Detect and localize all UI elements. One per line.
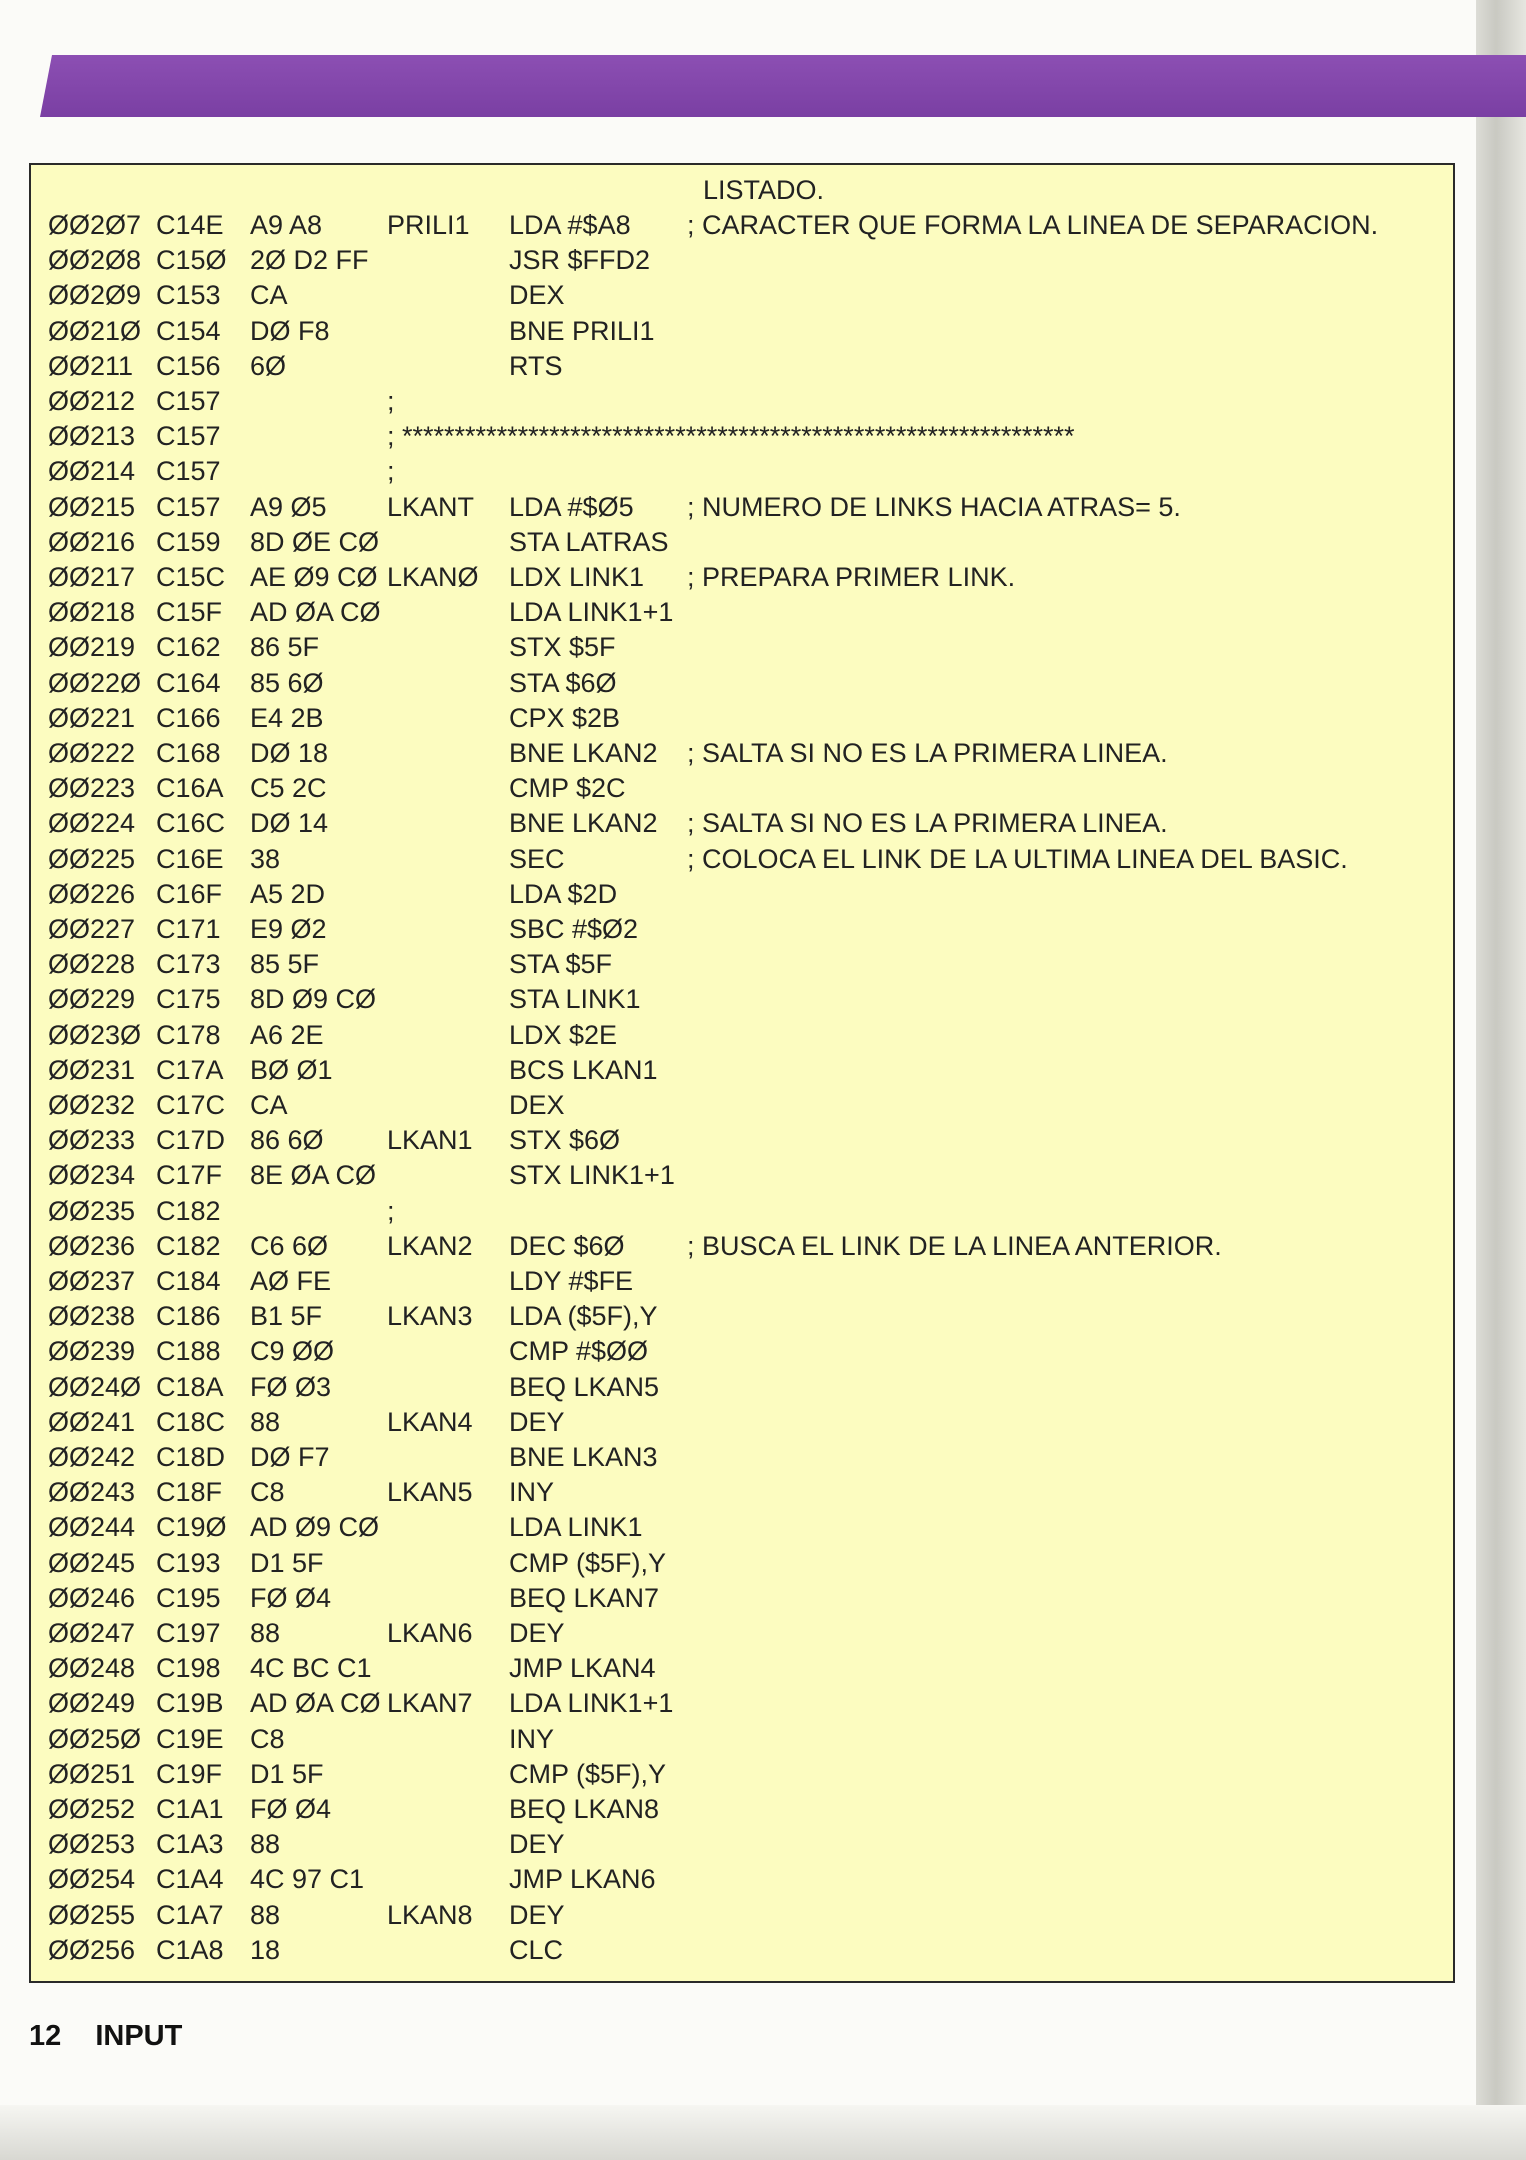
line-num: ØØ224 xyxy=(48,808,136,839)
line-addr: C164 xyxy=(156,667,221,698)
line-instr: STA LATRAS xyxy=(509,526,669,557)
line-addr: C1A1 xyxy=(156,1794,224,1824)
line-addr: C17A xyxy=(156,1054,224,1085)
line-addr: C17D xyxy=(156,1125,226,1156)
line-num: ØØ238 xyxy=(48,1301,136,1332)
listing-line xyxy=(31,1158,1453,1193)
line-instr: SBC #$Ø2 xyxy=(509,914,639,944)
line-addr: C19E xyxy=(156,1723,224,1754)
line-label: LKAN2 xyxy=(387,1230,473,1261)
line-addr: C154 xyxy=(156,315,221,346)
line-label: ; xyxy=(387,1195,395,1226)
line-num: ØØ239 xyxy=(48,1336,136,1367)
listing-line xyxy=(31,1053,1453,1088)
listing-line xyxy=(31,630,1453,665)
line-instr: BEQ LKAN8 xyxy=(509,1794,660,1824)
line-num: ØØ223 xyxy=(48,773,136,804)
listing-line xyxy=(31,1510,1453,1545)
listing-line xyxy=(31,1370,1453,1405)
page-edge xyxy=(1476,0,1526,2160)
listing-line xyxy=(31,771,1453,806)
line-code: A9 A8 xyxy=(250,210,323,240)
line-instr: INY xyxy=(509,1723,555,1754)
line-addr: C1A7 xyxy=(156,1899,224,1930)
line-num: ØØ214 xyxy=(48,456,136,487)
line-num: ØØ24Ø xyxy=(48,1371,142,1402)
line-code: AD ØA CØ xyxy=(250,597,381,628)
line-code: BØ Ø1 xyxy=(250,1054,333,1085)
line-instr: CPX $2B xyxy=(509,702,621,733)
line-num: ØØ256 xyxy=(48,1934,136,1965)
line-num: ØØ231 xyxy=(48,1054,136,1085)
line-code: AD ØA CØ xyxy=(250,1688,381,1719)
line-instr: STA LINK1 xyxy=(509,984,641,1015)
line-comment: ; NUMERO DE LINKS HACIA ATRAS= 5. xyxy=(687,491,1181,522)
page-footer xyxy=(29,2020,182,2053)
line-addr: C16E xyxy=(156,843,224,874)
line-addr: C182 xyxy=(156,1230,221,1261)
listing-line xyxy=(31,525,1453,560)
listing-line xyxy=(31,490,1453,525)
listing-line xyxy=(31,1686,1453,1721)
listing-line xyxy=(31,595,1453,630)
line-instr: DEY xyxy=(509,1618,565,1648)
line-label: LKAN4 xyxy=(387,1406,473,1437)
line-instr: LDA LINK1 xyxy=(509,1512,643,1543)
listing-line xyxy=(31,1616,1453,1651)
line-instr: CMP $2C xyxy=(509,773,626,804)
line-addr: C195 xyxy=(156,1582,221,1613)
line-instr: BEQ LKAN7 xyxy=(509,1582,660,1613)
line-code: DØ F8 xyxy=(250,315,330,346)
line-addr: C15Ø xyxy=(156,245,227,276)
line-code: FØ Ø4 xyxy=(250,1582,332,1613)
line-label: LKANØ xyxy=(387,562,479,592)
line-num: ØØ248 xyxy=(48,1653,136,1684)
line-instr: JMP LKAN4 xyxy=(509,1653,656,1684)
line-addr: C18C xyxy=(156,1406,226,1437)
line-instr: BCS LKAN1 xyxy=(509,1054,658,1085)
line-num: ØØ237 xyxy=(48,1266,136,1296)
line-addr: C157 xyxy=(156,421,221,452)
listing-line xyxy=(31,1757,1453,1792)
line-num: ØØ212 xyxy=(48,386,136,416)
listing-line xyxy=(31,947,1453,982)
line-num: ØØ22Ø xyxy=(48,667,142,698)
line-addr: C182 xyxy=(156,1195,221,1226)
line-num: ØØ222 xyxy=(48,738,136,768)
line-num: ØØ2Ø7 xyxy=(48,210,142,240)
line-addr: C178 xyxy=(156,1019,221,1050)
listing-line xyxy=(31,1299,1453,1334)
line-num: ØØ234 xyxy=(48,1160,136,1191)
listing-line xyxy=(31,1827,1453,1862)
listing-line xyxy=(31,701,1453,736)
line-instr: CMP #$ØØ xyxy=(509,1336,649,1367)
line-code: DØ 14 xyxy=(250,808,329,839)
listing-line xyxy=(31,1018,1453,1053)
line-code: 88 xyxy=(250,1829,281,1860)
line-code: 2Ø D2 FF xyxy=(250,245,369,276)
line-label: LKANT xyxy=(387,491,475,522)
line-code: CA xyxy=(250,280,288,311)
line-code: C8 xyxy=(250,1477,285,1508)
line-num: ØØ2Ø8 xyxy=(48,245,142,276)
line-addr: C15F xyxy=(156,597,223,628)
line-num: ØØ245 xyxy=(48,1547,136,1578)
line-instr: INY xyxy=(509,1477,555,1508)
line-addr: C157 xyxy=(156,456,221,487)
line-label: LKAN3 xyxy=(387,1301,473,1332)
line-code: B1 5F xyxy=(250,1301,323,1332)
line-instr: STX $5F xyxy=(509,632,616,663)
line-code: 86 5F xyxy=(250,632,320,663)
line-num: ØØ23Ø xyxy=(48,1019,142,1050)
listing-line xyxy=(31,912,1453,947)
line-code: 86 6Ø xyxy=(250,1125,324,1156)
line-addr: C16F xyxy=(156,878,223,909)
line-label: PRILI1 xyxy=(387,210,470,240)
line-code: AØ FE xyxy=(250,1266,332,1296)
listing-line xyxy=(31,736,1453,771)
line-code: 4C 97 C1 xyxy=(250,1864,365,1895)
line-addr: C1A4 xyxy=(156,1864,224,1895)
line-instr: LDA LINK1+1 xyxy=(509,1688,674,1719)
line-code: E9 Ø2 xyxy=(250,914,327,944)
listing-line xyxy=(31,349,1453,384)
line-addr: C175 xyxy=(156,984,221,1015)
line-addr: C17C xyxy=(156,1090,226,1120)
line-instr: LDA $2D xyxy=(509,878,618,909)
line-num: ØØ232 xyxy=(48,1090,136,1120)
line-num: ØØ247 xyxy=(48,1618,136,1648)
line-addr: C1A8 xyxy=(156,1934,224,1965)
line-num: ØØ243 xyxy=(48,1477,136,1508)
listing-line xyxy=(31,243,1453,278)
listing-line xyxy=(31,1898,1453,1933)
line-num: ØØ218 xyxy=(48,597,136,628)
line-addr: C184 xyxy=(156,1266,221,1296)
code-listing xyxy=(29,163,1455,1983)
line-num: ØØ228 xyxy=(48,949,136,980)
line-addr: C156 xyxy=(156,350,221,381)
line-addr: C19B xyxy=(156,1688,224,1719)
line-instr: BEQ LKAN5 xyxy=(509,1371,660,1402)
line-label: LKAN6 xyxy=(387,1618,473,1648)
line-num: ØØ241 xyxy=(48,1406,136,1437)
line-addr: C186 xyxy=(156,1301,221,1332)
line-code: E4 2B xyxy=(250,702,324,733)
line-instr: STA $5F xyxy=(509,949,613,980)
listing-line xyxy=(31,982,1453,1017)
line-label: LKAN8 xyxy=(387,1899,473,1930)
line-instr: LDX $2E xyxy=(509,1019,618,1050)
line-num: ØØ236 xyxy=(48,1230,136,1261)
listing-line xyxy=(31,877,1453,912)
line-instr: JMP LKAN6 xyxy=(509,1864,656,1895)
listing-line xyxy=(31,419,1453,454)
listing-line xyxy=(31,1229,1453,1264)
line-addr: C18F xyxy=(156,1477,223,1508)
line-code: C9 ØØ xyxy=(250,1336,335,1367)
line-num: ØØ227 xyxy=(48,914,136,944)
listing-line xyxy=(31,806,1453,841)
line-addr: C19Ø xyxy=(156,1512,227,1543)
magazine-name: INPUT xyxy=(95,2020,183,2052)
listing-line xyxy=(31,1581,1453,1616)
line-addr: C1A3 xyxy=(156,1829,224,1860)
line-num: ØØ21Ø xyxy=(48,315,142,346)
page-number: 12 xyxy=(29,2020,62,2052)
line-code: C8 xyxy=(250,1723,285,1754)
line-comment: ; CARACTER QUE FORMA LA LINEA DE SEPARACION. xyxy=(687,210,1379,240)
listing-line xyxy=(31,208,1453,243)
line-code: CA xyxy=(250,1090,288,1120)
line-instr: CLC xyxy=(509,1934,564,1965)
line-num: ØØ246 xyxy=(48,1582,136,1613)
line-instr: RTS xyxy=(509,350,563,381)
line-num: ØØ226 xyxy=(48,878,136,909)
header-band xyxy=(40,55,1526,117)
line-instr: LDA ($5F),Y xyxy=(509,1301,658,1332)
line-instr: BNE LKAN2 xyxy=(509,808,658,839)
line-code: 38 xyxy=(250,843,281,874)
line-num: ØØ225 xyxy=(48,843,136,874)
line-code: AE Ø9 CØ xyxy=(250,562,378,592)
line-addr: C197 xyxy=(156,1618,221,1648)
listing-line xyxy=(31,1933,1453,1968)
line-num: ØØ233 xyxy=(48,1125,136,1156)
line-code: AD Ø9 CØ xyxy=(250,1512,380,1543)
line-addr: C16C xyxy=(156,808,226,839)
line-code: 85 6Ø xyxy=(250,667,324,698)
line-addr: C173 xyxy=(156,949,221,980)
line-label: LKAN7 xyxy=(387,1688,473,1719)
line-num: ØØ2Ø9 xyxy=(48,280,142,311)
line-code: FØ Ø3 xyxy=(250,1371,332,1402)
listing-line xyxy=(31,1722,1453,1757)
line-instr: LDA #$Ø5 xyxy=(509,491,634,522)
line-num: ØØ251 xyxy=(48,1758,136,1789)
line-code: FØ Ø4 xyxy=(250,1794,332,1824)
line-addr: C19F xyxy=(156,1758,223,1789)
line-code: 88 xyxy=(250,1406,281,1437)
line-comment: ; SALTA SI NO ES LA PRIMERA LINEA. xyxy=(687,738,1168,768)
line-code: 88 xyxy=(250,1899,281,1930)
listing-line xyxy=(31,278,1453,313)
line-num: ØØ249 xyxy=(48,1688,136,1719)
line-instr: JSR $FFD2 xyxy=(509,245,651,276)
line-addr: C153 xyxy=(156,280,221,311)
line-addr: C188 xyxy=(156,1336,221,1367)
listing-line xyxy=(31,1546,1453,1581)
listing-line xyxy=(31,560,1453,595)
line-code: 88 xyxy=(250,1618,281,1648)
line-addr: C168 xyxy=(156,738,221,768)
line-num: ØØ216 xyxy=(48,526,136,557)
listing-line xyxy=(31,1651,1453,1686)
listing-line xyxy=(31,384,1453,419)
line-addr: C159 xyxy=(156,526,221,557)
line-code: C6 6Ø xyxy=(250,1230,329,1261)
line-code: 8E ØA CØ xyxy=(250,1160,377,1191)
line-code: D1 5F xyxy=(250,1758,324,1789)
line-instr: STX $6Ø xyxy=(509,1125,621,1156)
line-instr: SEC xyxy=(509,843,565,874)
listing-line xyxy=(31,1792,1453,1827)
line-code: A6 2E xyxy=(250,1019,324,1050)
line-instr: STX LINK1+1 xyxy=(509,1160,675,1191)
line-comment: ; COLOCA EL LINK DE LA ULTIMA LINEA DEL BASIC. xyxy=(687,843,1348,874)
listing-title-text: LISTADO. xyxy=(703,175,825,205)
line-instr: DEY xyxy=(509,1829,565,1860)
line-instr: DEC $6Ø xyxy=(509,1230,625,1261)
listing-line xyxy=(31,1088,1453,1123)
line-instr: LDA #$A8 xyxy=(509,210,631,240)
listing-line xyxy=(31,1475,1453,1510)
line-comment: ; SALTA SI NO ES LA PRIMERA LINEA. xyxy=(687,808,1168,839)
line-instr: LDX LINK1 xyxy=(509,562,645,592)
line-label: LKAN5 xyxy=(387,1477,473,1508)
line-code: A5 2D xyxy=(250,878,326,909)
line-instr: STA $6Ø xyxy=(509,667,617,698)
line-addr: C16A xyxy=(156,773,224,804)
listing-line xyxy=(31,1862,1453,1897)
line-code: 85 5F xyxy=(250,949,320,980)
line-num: ØØ25Ø xyxy=(48,1723,142,1754)
line-num: ØØ252 xyxy=(48,1794,136,1824)
line-num: ØØ255 xyxy=(48,1899,136,1930)
line-addr: C162 xyxy=(156,632,221,663)
line-num: ØØ219 xyxy=(48,632,136,663)
line-num: ØØ215 xyxy=(48,491,136,522)
line-instr: DEY xyxy=(509,1899,565,1930)
listing-line xyxy=(31,1194,1453,1229)
listing-line xyxy=(31,1440,1453,1475)
line-instr: LDY #$FE xyxy=(509,1266,634,1296)
line-code: 8D ØE CØ xyxy=(250,526,380,557)
line-num: ØØ254 xyxy=(48,1864,136,1895)
listing-line xyxy=(31,1123,1453,1158)
listing-title xyxy=(31,173,1453,208)
line-addr: C198 xyxy=(156,1653,221,1684)
line-code: C5 2C xyxy=(250,773,327,804)
line-addr: C166 xyxy=(156,702,221,733)
line-addr: C171 xyxy=(156,914,221,944)
line-instr: BNE LKAN3 xyxy=(509,1442,658,1472)
line-num: ØØ242 xyxy=(48,1442,136,1472)
line-instr: LDA LINK1+1 xyxy=(509,597,674,628)
line-instr: DEX xyxy=(509,280,565,311)
line-code: D1 5F xyxy=(250,1547,324,1578)
line-code: 18 xyxy=(250,1934,281,1965)
line-label: LKAN1 xyxy=(387,1125,473,1156)
line-num: ØØ235 xyxy=(48,1195,136,1226)
line-addr: C157 xyxy=(156,491,221,522)
line-instr: CMP ($5F),Y xyxy=(509,1758,667,1789)
line-comment: ; PREPARA PRIMER LINK. xyxy=(687,562,1016,592)
listing-line xyxy=(31,1405,1453,1440)
line-label: ; xyxy=(387,386,395,416)
line-instr: DEX xyxy=(509,1090,565,1120)
line-addr: C18A xyxy=(156,1371,224,1402)
line-num: ØØ217 xyxy=(48,562,136,592)
listing-line xyxy=(31,1334,1453,1369)
line-label: ; **************************************************************** xyxy=(387,421,1075,452)
line-addr: C14E xyxy=(156,210,224,240)
line-code: DØ F7 xyxy=(250,1442,330,1472)
line-addr: C157 xyxy=(156,386,221,416)
line-code: 6Ø xyxy=(250,350,287,381)
line-label: ; xyxy=(387,456,395,487)
line-num: ØØ244 xyxy=(48,1512,136,1543)
line-num: ØØ221 xyxy=(48,702,136,733)
line-instr: BNE PRILI1 xyxy=(509,315,655,346)
line-num: ØØ229 xyxy=(48,984,136,1015)
line-addr: C15C xyxy=(156,562,226,592)
listing-line xyxy=(31,842,1453,877)
line-addr: C17F xyxy=(156,1160,223,1191)
line-num: ØØ211 xyxy=(48,350,134,381)
line-code: DØ 18 xyxy=(250,738,329,768)
line-addr: C193 xyxy=(156,1547,221,1578)
line-instr: CMP ($5F),Y xyxy=(509,1547,667,1578)
listing-line xyxy=(31,454,1453,489)
line-instr: DEY xyxy=(509,1406,565,1437)
page-bottom-shadow xyxy=(0,2105,1526,2160)
line-addr: C18D xyxy=(156,1442,226,1472)
listing-line xyxy=(31,1264,1453,1299)
line-code: A9 Ø5 xyxy=(250,491,327,522)
line-num: ØØ213 xyxy=(48,421,136,452)
listing-line xyxy=(31,314,1453,349)
line-instr: BNE LKAN2 xyxy=(509,738,658,768)
line-comment: ; BUSCA EL LINK DE LA LINEA ANTERIOR. xyxy=(687,1230,1222,1261)
line-code: 4C BC C1 xyxy=(250,1653,372,1684)
line-code: 8D Ø9 CØ xyxy=(250,984,377,1015)
listing-line xyxy=(31,666,1453,701)
line-num: ØØ253 xyxy=(48,1829,136,1860)
